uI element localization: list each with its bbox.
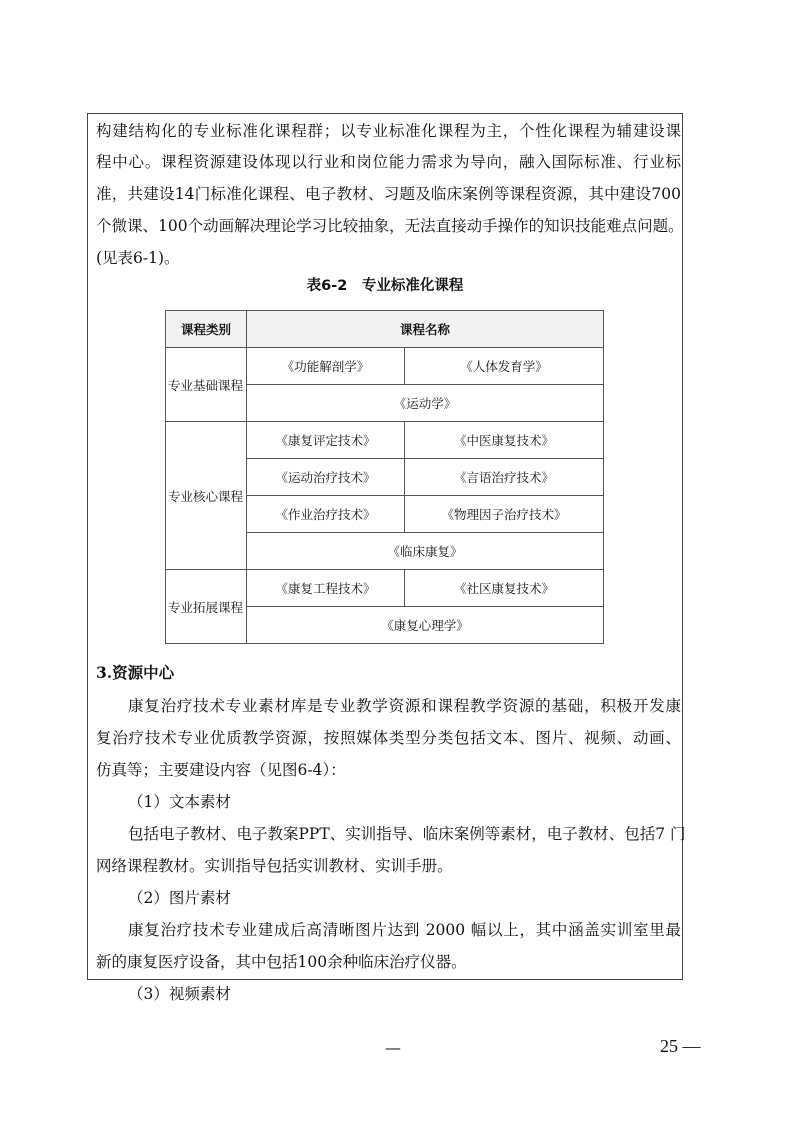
course-cell: 《运动治疗技术》 xyxy=(247,459,405,496)
table-header-row xyxy=(166,311,604,348)
course-cell: 《人体发育学》 xyxy=(405,348,604,385)
course-table xyxy=(165,310,604,644)
course-cell: 《作业治疗技术》 xyxy=(247,496,405,533)
header-category: 课程类别 xyxy=(166,311,247,348)
category-cell: 专业基础课程 xyxy=(166,348,247,422)
course-cell: 《康复评定技术》 xyxy=(247,422,405,459)
course-cell: 《中医康复技术》 xyxy=(405,422,604,459)
course-cell: 《功能解剖学》 xyxy=(247,348,405,385)
paragraph-line: 康复治疗技术专业素材库是专业教学资源和课程教学资源的基础，积极开发康 xyxy=(128,697,681,715)
paragraph-line: 仿真等；主要建设内容（见图6-4）： xyxy=(96,761,346,779)
course-cell: 《物理因子治疗技术》 xyxy=(405,496,604,533)
table-row xyxy=(166,422,604,459)
content-frame xyxy=(87,113,686,1003)
table-row xyxy=(166,570,604,607)
table-row xyxy=(166,348,604,385)
table-caption: 表6-2 专业标准化课程 xyxy=(306,278,464,294)
course-cell: 《康复心理学》 xyxy=(247,607,604,644)
paragraph-line: 复治疗技术专业优质教学资源，按照媒体类型分类包括文本、图片、视频、动画、 xyxy=(96,729,681,747)
course-cell: 《运动学》 xyxy=(247,385,604,422)
intro-line: 程中心。课程资源建设体现以行业和岗位能力需求为导向，融入国际标准、行业标 xyxy=(96,153,681,171)
intro-line: 构建结构化的专业标准化课程群；以专业标准化课程为主，个性化课程为辅建设课 xyxy=(96,122,681,140)
subheading: （2）图片素材 xyxy=(128,889,231,907)
subheading: （3）视频素材 xyxy=(128,985,231,1003)
course-cell: 《康复工程技术》 xyxy=(247,570,405,607)
section-heading: 3.资源中心 xyxy=(96,663,175,682)
footer-dash: — xyxy=(385,1038,401,1057)
paragraph-line: 新的康复医疗设备，其中包括100余种临床治疗仪器。 xyxy=(96,953,467,971)
page-number: 25 — xyxy=(660,1036,701,1056)
intro-line: (见表6-1)。 xyxy=(96,249,180,267)
header-course-name: 课程名称 xyxy=(247,311,604,348)
course-cell: 《言语治疗技术》 xyxy=(405,459,604,496)
intro-line: 个微课、100个动画解决理论学习比较抽象，无法直接动手操作的知识技能难点问题。 xyxy=(96,217,684,235)
category-cell: 专业拓展课程 xyxy=(166,570,247,644)
course-cell: 《临床康复》 xyxy=(247,533,604,570)
subheading: （1）文本素材 xyxy=(128,793,231,811)
category-cell: 专业核心课程 xyxy=(166,422,247,570)
course-cell: 《社区康复技术》 xyxy=(405,570,604,607)
intro-line: 准，共建设14门标准化课程、电子教材、习题及临床案例等课程资源，其中建设700 xyxy=(96,185,681,203)
paragraph-line: 包括电子教材、电子教案PPT、实训指导、临床案例等素材，电子教材、包括7 门 xyxy=(128,825,686,843)
paragraph-line: 康复治疗技术专业建成后高清晰图片达到 2000 幅以上，其中涵盖实训室里最 xyxy=(128,921,681,939)
paragraph-line: 网络课程教材。实训指导包括实训教材、实训手册。 xyxy=(96,857,453,875)
